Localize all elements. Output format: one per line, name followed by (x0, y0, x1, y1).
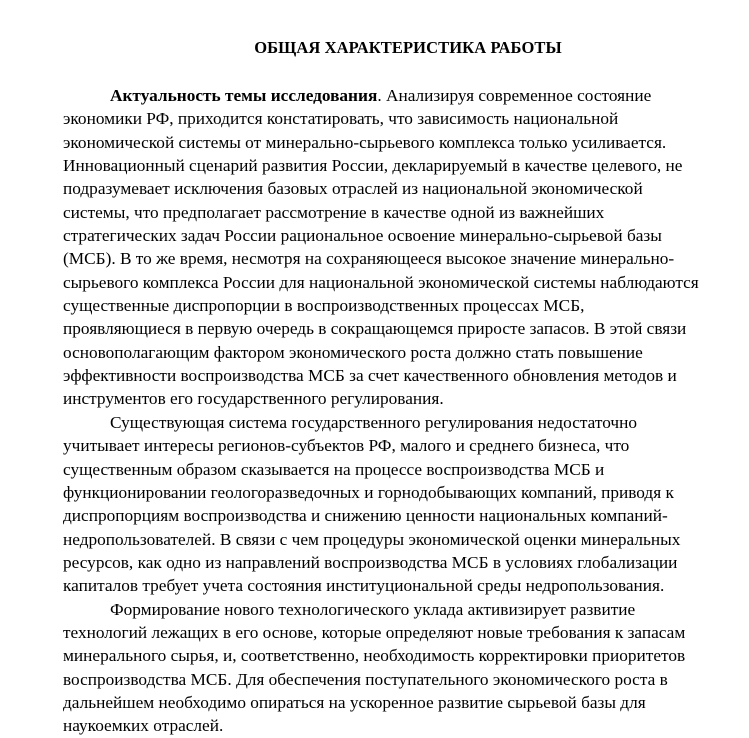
document-body (63, 84, 709, 738)
text-line: Формирование нового технологического уклада активизирует развитие (110, 599, 636, 619)
text-line: недропользователей. В связи с чем процедуры экономической оценки минеральных (63, 529, 681, 549)
relevance-heading: Актуальность темы исследования (110, 86, 378, 105)
text-line: сырьевого комплекса России для национальной экономической системы наблюдаются (63, 272, 699, 292)
paragraph-relevance (63, 84, 709, 411)
text-line: учитывает интересы регионов-субъектов РФ, малого и среднего бизнеса, что (63, 436, 630, 456)
text-line: экономики РФ, приходится констатировать, что зависимость национальной (63, 109, 619, 129)
text-line: диспропорциям воспроизводства и снижению ценности национальных компаний- (63, 506, 668, 526)
text-line: системы, что предполагает рассмотрение в качестве одной из важнейших (63, 202, 605, 222)
text-line: проявляющиеся в первую очередь в сокращающемся приросте запасов. В этой связи (63, 319, 687, 339)
text-line: ресурсов, как одно из направлений воспроизводства МСБ в условиях глобализации (63, 552, 678, 572)
text-line: капиталов требует учета состояния институциональной среды недропользования. (63, 576, 665, 596)
text-line: минерального сырья, и, соответственно, необходимость корректировки приоритетов (63, 646, 686, 666)
text-line: стратегических задач России рациональное освоение минерально-сырьевой базы (63, 226, 662, 246)
text-line: Существующая система государственного регулирования недостаточно (110, 412, 637, 432)
paragraph-regulation (63, 411, 709, 598)
paragraph-technology (63, 598, 709, 738)
text-line: воспроизводства МСБ. Для обеспечения поступательного экономического роста в (63, 669, 668, 689)
text-line: дальнейшем необходимо опираться на ускоренное развитие сырьевой базы для (63, 692, 646, 712)
text-line: эффективности воспроизводства МСБ за счет качественного обновления методов и (63, 366, 677, 386)
text-line: (МСБ). В то же время, несмотря на сохраняющееся высокое значение минерально- (63, 249, 675, 269)
text-line: Инновационный сценарий развития России, декларируемый в качестве целевого, не (63, 156, 683, 176)
text-line: основополагающим фактором экономического роста должно стать повышение (63, 342, 643, 362)
text-line: существенные диспропорции в воспроизводственных процессах МСБ, (63, 296, 585, 316)
text-line: экономической системы от минерально-сырьевого комплекса только усиливается. (63, 132, 667, 152)
text-line: существенным образом сказывается на процессе воспроизводства МСБ и (63, 459, 605, 479)
text-line: функционировании геологоразведочных и горнодобывающих компаний, приводя к (63, 482, 674, 502)
section-title: ОБЩАЯ ХАРАКТЕРИСТИКА РАБОТЫ (254, 38, 562, 57)
text-line: инструментов его государственного регулирования. (63, 389, 444, 409)
text-line: Актуальность темы исследования. Анализируя современное состояние (110, 86, 652, 105)
text-line: технологий лежащих в его основе, которые определяют новые требования к запасам (63, 622, 686, 642)
text-line: наукоемких отраслей. (63, 716, 224, 736)
text-line: подразумевает исключения базовых отраслей из национальной экономической (63, 179, 643, 199)
